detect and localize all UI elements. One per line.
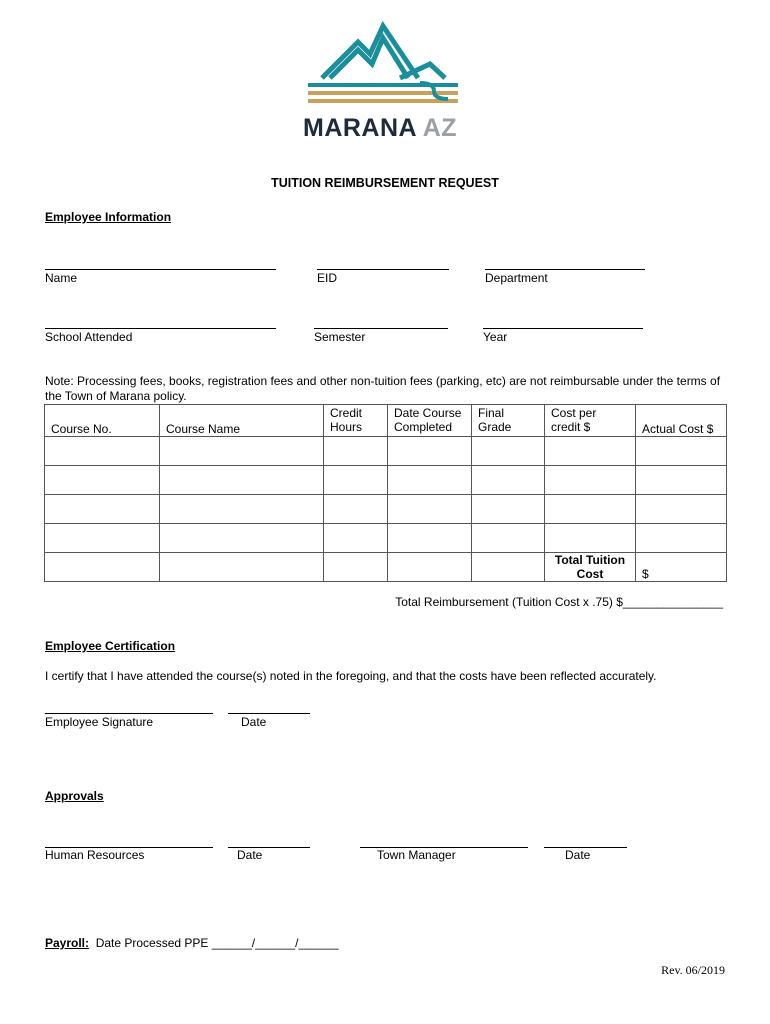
header-credit-hours-line2: Hours [330, 420, 363, 434]
payroll-line [45, 936, 339, 950]
employee-date-field[interactable] [228, 713, 310, 714]
cell-course-name[interactable] [160, 466, 324, 495]
tm-date-label: Date [565, 848, 591, 862]
payroll-label: Payroll: [45, 936, 90, 950]
header-date-completed-line1: Date Course [394, 406, 462, 420]
cell-actual-cost[interactable] [636, 524, 727, 553]
year-field[interactable] [483, 328, 643, 329]
revision-note: Rev. 06/2019 [661, 963, 725, 977]
semester-field[interactable] [314, 328, 448, 329]
cell-credit-hours[interactable] [324, 437, 388, 466]
cell-date-completed[interactable] [388, 495, 472, 524]
eid-field[interactable] [317, 269, 449, 270]
cell-course-no[interactable] [45, 524, 160, 553]
header-final-grade-line1: Final [478, 406, 505, 420]
cell-date-completed[interactable] [388, 466, 472, 495]
department-field[interactable] [485, 269, 645, 270]
total-reimbursement[interactable]: Total Reimbursement (Tuition Cost x .75) $_______________ [395, 595, 723, 609]
total-tuition-row [45, 553, 727, 582]
header-actual-cost: Actual Cost $ [636, 405, 727, 437]
hr-date-label: Date [237, 848, 263, 862]
total-tuition-label [545, 553, 636, 582]
approvals-heading: Approvals [45, 789, 104, 803]
cell-actual-cost[interactable] [636, 495, 727, 524]
table-header-row [45, 405, 727, 437]
header-course-name: Course Name [160, 405, 324, 437]
logo-suffix: AZ [422, 114, 458, 142]
cell-cost-per-credit[interactable] [545, 466, 636, 495]
header-course-no: Course No. [45, 405, 160, 437]
certification-heading: Employee Certification [45, 639, 176, 653]
cell-credit-hours[interactable] [324, 495, 388, 524]
table-row [45, 495, 727, 524]
header-credit-hours-line1: Credit [330, 406, 363, 420]
header-cost-per-credit [545, 405, 636, 437]
cell-final-grade[interactable] [472, 553, 545, 582]
cell-cost-per-credit[interactable] [545, 495, 636, 524]
payroll-date-processed[interactable]: Date Processed PPE ______/______/______ [95, 936, 339, 950]
cell-course-no[interactable] [45, 553, 160, 582]
header-final-grade-line2: Grade [478, 420, 512, 434]
employee-signature-field[interactable] [45, 713, 213, 714]
employee-signature-label: Employee Signature [45, 715, 154, 729]
cell-course-no[interactable] [45, 495, 160, 524]
cell-final-grade[interactable] [472, 437, 545, 466]
cell-cost-per-credit[interactable] [545, 437, 636, 466]
eid-label: EID [317, 271, 338, 285]
certification-statement: I certify that I have attended the course(s) noted in the foregoing, and that the costs have been reflected accurately. [45, 669, 657, 683]
cell-credit-hours[interactable] [324, 466, 388, 495]
course-table [44, 404, 727, 582]
table-row [45, 466, 727, 495]
cell-date-completed[interactable] [388, 553, 472, 582]
total-tuition-label-line2: Cost [576, 567, 604, 581]
employee-info-heading: Employee Information [45, 210, 172, 224]
semester-label: Semester [314, 330, 366, 344]
header-credit-hours [324, 405, 388, 437]
header-cost-per-credit-line2: credit $ [551, 420, 591, 434]
cell-date-completed[interactable] [388, 524, 472, 553]
employee-date-label: Date [241, 715, 267, 729]
school-label: School Attended [45, 330, 133, 344]
hr-label: Human Resources [45, 848, 145, 862]
cell-date-completed[interactable] [388, 437, 472, 466]
header-date-completed-line2: Completed [394, 420, 453, 434]
tm-label: Town Manager [377, 848, 456, 862]
cell-final-grade[interactable] [472, 466, 545, 495]
header-date-completed [388, 405, 472, 437]
mountain-logo-icon [300, 20, 470, 112]
cell-actual-cost[interactable] [636, 466, 727, 495]
cell-course-name[interactable] [160, 437, 324, 466]
header-cost-per-credit-line1: Cost per [551, 406, 597, 420]
table-row [45, 437, 727, 466]
form-title: TUITION REIMBURSEMENT REQUEST [271, 176, 499, 190]
cell-final-grade[interactable] [472, 495, 545, 524]
school-field[interactable] [45, 328, 276, 329]
cell-final-grade[interactable] [472, 524, 545, 553]
total-tuition-value[interactable]: $ [636, 553, 727, 582]
name-label: Name [45, 271, 78, 285]
cell-course-no[interactable] [45, 437, 160, 466]
cell-course-no[interactable] [45, 466, 160, 495]
cell-cost-per-credit[interactable] [545, 524, 636, 553]
marana-logo [300, 20, 470, 145]
logo-name: MARANA [303, 114, 417, 142]
name-field[interactable] [45, 269, 276, 270]
department-label: Department [485, 271, 548, 285]
cell-course-name[interactable] [160, 495, 324, 524]
cell-credit-hours[interactable] [324, 524, 388, 553]
cell-course-name[interactable] [160, 524, 324, 553]
logo-wordmark [303, 114, 457, 143]
year-label: Year [483, 330, 508, 344]
cell-actual-cost[interactable] [636, 437, 727, 466]
header-final-grade [472, 405, 545, 437]
cell-course-name[interactable] [160, 553, 324, 582]
fees-note: Note: Processing fees, books, registration fees and other non-tuition fees (parking, etc) are not reimbursable under the terms of the Town of Marana policy. [45, 374, 721, 403]
total-tuition-label-line1: Total Tuition [554, 553, 626, 567]
cell-credit-hours[interactable] [324, 553, 388, 582]
table-row [45, 524, 727, 553]
